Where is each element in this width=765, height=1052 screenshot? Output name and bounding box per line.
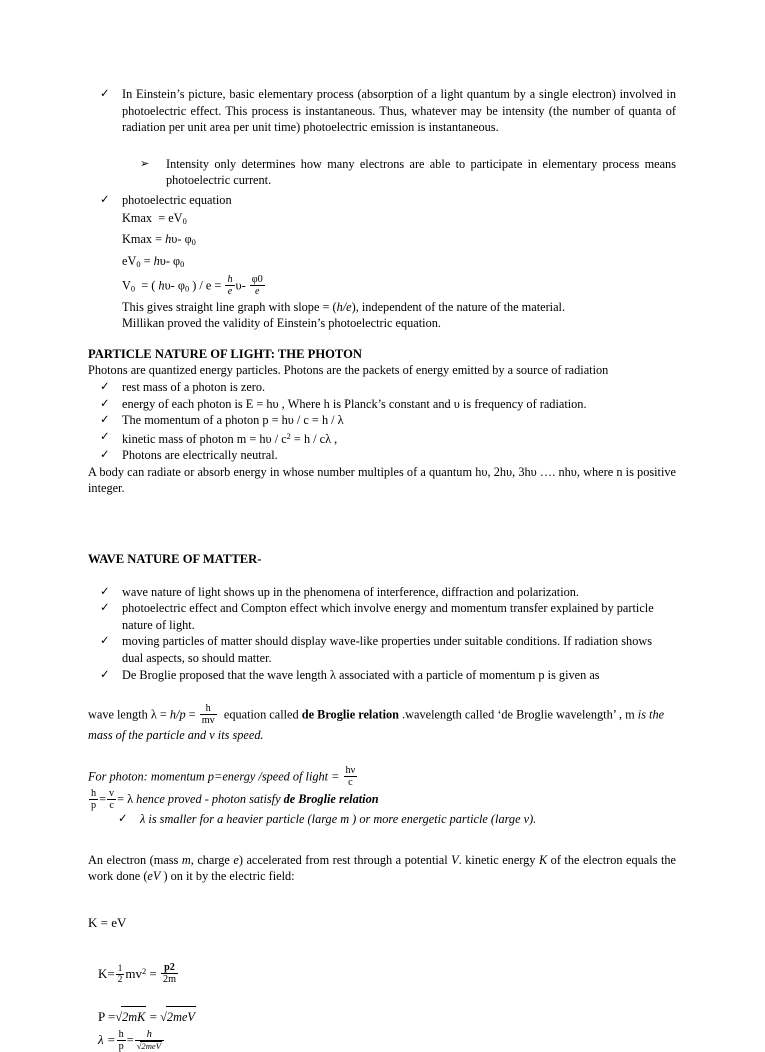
- eq-operator: ) / e =: [192, 278, 222, 293]
- equation-lambda-h-over-sqrt2mev: [98, 1028, 676, 1052]
- spacer: [88, 568, 676, 584]
- electron-text-f: ) on it by the electric field:: [160, 869, 295, 884]
- charge-symbol: e: [233, 852, 239, 867]
- equation-p-sqrt-2mk: [98, 1006, 676, 1028]
- electron-text-a: An electron (mass: [88, 852, 182, 867]
- eq-operator: =: [146, 965, 160, 981]
- fraction-denominator: e: [227, 286, 233, 298]
- electron-text-e: of the electron equals the work done (: [88, 852, 676, 884]
- fraction-numerator: v: [109, 788, 115, 800]
- exponent: 2: [286, 431, 291, 441]
- eq-subscript: 0: [182, 216, 187, 226]
- wave-nature-list: [88, 584, 676, 684]
- check-icon: ✓: [100, 414, 110, 427]
- for-photon-label: For photon: momentum p=energy /speed of light =: [88, 769, 343, 784]
- kinetic-energy-symbol: K: [538, 852, 548, 867]
- fraction-v-over-c: [107, 788, 116, 811]
- spacer: [88, 531, 676, 551]
- check-icon: ✓: [100, 193, 110, 206]
- check-icon: ✓: [118, 813, 128, 826]
- body-radiate-statement: A body can radiate or absorb energy in whose number multiples of a quantum hυ, 2hυ, 3hυ …. nhυ, where n is positive integer.: [88, 464, 676, 496]
- eq-operator: =: [143, 254, 151, 269]
- eq-subscript: 0: [184, 284, 190, 294]
- work-done-symbol: eV: [147, 869, 161, 884]
- photon-energy: energy of each photon is E = hυ , Where h is Planck’s constant and υ is frequency of radiation.: [122, 396, 587, 411]
- eq-lhs: P =: [98, 1008, 116, 1024]
- frequency-symbol: υ-: [171, 232, 182, 247]
- heading-wave-nature: WAVE NATURE OF MATTER-: [88, 551, 262, 566]
- lambda-smaller-text: λ is smaller for a heavier particle (large m ) or more energetic particle (large v).: [140, 812, 537, 827]
- check-icon: ✓: [100, 635, 110, 648]
- spacer: [98, 986, 676, 1006]
- mass-symbol: m: [181, 852, 191, 867]
- radicand: 2meV: [141, 1040, 161, 1051]
- fraction-denominator: c: [109, 800, 114, 812]
- eq-rhs: = eV: [158, 210, 183, 225]
- fraction-numerator: h: [91, 788, 97, 800]
- work-function-symbol: φ: [173, 254, 181, 269]
- fraction-numerator: 1: [117, 962, 123, 973]
- spacer: [88, 828, 676, 852]
- electron-text-b: , charge: [190, 852, 234, 867]
- fraction-denominator: [135, 1041, 164, 1052]
- equation-kmax-ev0: [122, 209, 676, 231]
- spacer: [88, 885, 676, 913]
- heading-particle-nature: PARTICLE NATURE OF LIGHT: THE PHOTON: [88, 346, 362, 361]
- hence-proved-text: hence proved - photon satisfy: [133, 792, 284, 807]
- fraction-numerator: hν: [345, 765, 356, 777]
- check-icon: ✓: [100, 88, 110, 100]
- list-item: [88, 633, 676, 666]
- page-content: [88, 86, 676, 1052]
- einstein-picture-text: In Einstein’s picture, basic elementary process (absorption of a light quantum by a single electron) involved in photoelectric effect. This process is instantaneous. Thus, whatever may be intensity (the number of quanta of radiation per unit area per unit time) photoelectric emission is instantaneous.: [122, 87, 676, 135]
- radical-2mev: √2meV: [136, 1040, 161, 1051]
- check-icon: ✓: [100, 602, 110, 615]
- eq-lhs: Kmax =: [122, 232, 163, 247]
- intensity-sub-list: [88, 156, 676, 189]
- list-item: [88, 584, 676, 601]
- spacer: [88, 136, 676, 156]
- slope-text-b: ), independent of the nature of the material.: [351, 299, 566, 314]
- moving-particles: moving particles of matter should display wave-like properties under suitable conditions. If radiation shows dual aspects, so should matter.: [122, 634, 653, 665]
- hp-vc-lambda-line: [88, 788, 676, 811]
- fraction-numerator: h: [118, 1028, 124, 1040]
- lambda-equality: = λ: [117, 792, 134, 807]
- planck-constant: h: [153, 254, 160, 269]
- list-item: [88, 447, 676, 464]
- eq-subscript: 0: [136, 260, 141, 270]
- fraction-denominator: 2: [117, 973, 123, 984]
- equation-kmax-hnu: [122, 230, 676, 252]
- slope-explanation: [122, 299, 676, 316]
- check-icon: ✓: [100, 381, 110, 394]
- millikan-statement: Millikan proved the validity of Einstein’s photoelectric equation.: [122, 316, 441, 331]
- slope-value: h/e: [336, 299, 352, 314]
- kinetic-energy-equations: [88, 960, 676, 1052]
- check-icon: ✓: [100, 430, 110, 443]
- eq-lhs: λ =: [98, 1031, 116, 1047]
- wavelength-called-text: .wavelength called ‘de Broglie wavelength’ , m: [398, 707, 638, 722]
- frequency-symbol: υ-: [159, 254, 170, 269]
- check-icon: ✓: [100, 397, 110, 410]
- radicand: 2meV: [166, 1006, 196, 1028]
- fraction-numerator: p2: [161, 962, 178, 974]
- electron-acceleration-paragraph: [88, 852, 676, 885]
- radicand: 2mK: [121, 1006, 146, 1028]
- fraction-denominator: c: [348, 777, 353, 789]
- eq-lhs: eV: [122, 254, 137, 269]
- spacer: [88, 932, 676, 960]
- equation-k-equals-ev: K = eV: [88, 915, 127, 930]
- fraction-phi0-over-e: [250, 274, 265, 297]
- list-item: [88, 429, 676, 447]
- mv-term: mv: [125, 965, 142, 981]
- planck-constant: h: [165, 232, 172, 247]
- fraction-numerator: h: [200, 703, 217, 715]
- radical-2mk: √2mK: [115, 1006, 146, 1028]
- eq-operator: = (: [141, 278, 156, 293]
- eq-operator: =: [99, 792, 107, 807]
- eq-subscript: 0: [180, 260, 185, 270]
- list-item: [88, 156, 676, 189]
- photon-kinetic-mass: kinetic mass of photon m = hυ / c: [122, 431, 287, 446]
- fraction-denominator: e: [255, 286, 260, 298]
- frequency-symbol: υ-: [164, 278, 175, 293]
- fraction-h-over-p: [89, 788, 98, 811]
- equation-ev0-hnu: [122, 252, 676, 274]
- fraction-denominator: mv: [201, 715, 215, 727]
- list-item: [88, 379, 676, 396]
- h-over-p: h/p: [169, 707, 186, 722]
- photon-neutral: Photons are electrically neutral.: [122, 448, 278, 463]
- list-item: [88, 86, 676, 136]
- wave-length-label: wave length λ =: [88, 707, 170, 722]
- einstein-bullet-list: [88, 86, 676, 136]
- for-photon-momentum-line: [88, 765, 676, 788]
- fraction-h-over-p: [117, 1029, 126, 1052]
- exponent: 2: [141, 967, 147, 976]
- eq-operator: =: [126, 1032, 134, 1047]
- spacer: [88, 745, 676, 765]
- photoelectric-equations: [88, 209, 676, 332]
- wave-nature-light: wave nature of light shows up in the phenomena of interference, diffraction and polarization.: [122, 584, 579, 599]
- eq-lhs: K=: [98, 965, 115, 981]
- photon-momentum: The momentum of a photon p = hυ / c = h / λ: [122, 413, 344, 428]
- check-icon: ✓: [100, 585, 110, 598]
- photoelectric-equation-label: photoelectric equation: [122, 192, 232, 207]
- list-item: [88, 811, 676, 828]
- fraction-numerator: φ0: [251, 274, 263, 286]
- check-icon: ✓: [100, 668, 110, 681]
- equation-v0-stopping-potential: [122, 274, 676, 299]
- list-item: [88, 667, 676, 684]
- eq-operator: =: [185, 707, 199, 722]
- fraction-numerator: h: [135, 1029, 164, 1041]
- spacer: [88, 332, 676, 346]
- eq-lhs: V: [122, 278, 131, 293]
- de-broglie-relation-paragraph: [88, 703, 676, 745]
- frequency-symbol: υ-: [235, 278, 246, 293]
- eq-operator: =: [146, 1008, 161, 1024]
- work-function-symbol: φ: [177, 278, 185, 293]
- electron-text-c: ) accelerated from rest through a potential: [238, 852, 452, 867]
- fraction-numerator: h: [227, 274, 233, 286]
- fraction-h-over-radical-2mev: [135, 1029, 164, 1052]
- slope-text-a: This gives straight line graph with slope = (: [122, 299, 337, 314]
- spacer: [88, 683, 676, 703]
- list-item: [88, 412, 676, 429]
- fraction-h-over-mv: [200, 703, 217, 726]
- fraction-denominator: p: [118, 1040, 124, 1052]
- check-icon: ✓: [100, 449, 110, 462]
- arrow-bullet-icon: ➢: [140, 157, 150, 170]
- electron-text-d: . kinetic energy: [458, 852, 539, 867]
- potential-symbol: V: [451, 852, 459, 867]
- equation-called-text: equation called: [223, 707, 302, 722]
- list-item: [88, 396, 676, 413]
- photon-kinetic-mass-tail: = h / cλ ,: [290, 431, 338, 446]
- fraction-denominator: 2m: [162, 974, 177, 986]
- fraction-denominator: p: [91, 800, 97, 812]
- de-broglie-proposal: De Broglie proposed that the wave length λ associated with a particle of momentum p is given as: [122, 667, 600, 682]
- fraction-one-half: [116, 964, 125, 985]
- photon-rest-mass: rest mass of a photon is zero.: [122, 380, 266, 395]
- radical-2mev: √2meV: [160, 1006, 196, 1028]
- fraction-p2-over-2m: [161, 962, 178, 985]
- de-broglie-relation-term: de Broglie relation: [301, 707, 399, 722]
- de-broglie-relation-term: de Broglie relation: [283, 792, 379, 807]
- list-item: [88, 192, 676, 209]
- eq-subscript: 0: [130, 284, 136, 294]
- fraction-h-over-e: [225, 274, 234, 297]
- eq-lhs: Kmax: [122, 210, 153, 225]
- compton-effect: photoelectric effect and Compton effect which involve energy and momentum transfer explained by particle nature of light.: [122, 601, 654, 632]
- spacer: [88, 497, 676, 531]
- intensity-sub-text: Intensity only determines how many electrons are able to participate in elementary process means photoelectric current.: [166, 156, 676, 188]
- mass-speed-note: is the mass of the particle and ν its speed.: [88, 707, 665, 743]
- eq-subscript: 0: [191, 238, 196, 248]
- fraction-hnu-over-c: [344, 765, 358, 788]
- planck-constant: h: [158, 278, 165, 293]
- list-item: [88, 600, 676, 633]
- lambda-smaller-list: [88, 811, 676, 828]
- photon-property-list: [88, 379, 676, 464]
- work-function-symbol: φ: [184, 232, 192, 247]
- equation-k-half-mv2: [98, 960, 676, 986]
- photoelectric-equation-list: [88, 192, 676, 209]
- photons-intro: Photons are quantized energy particles. Photons are the packets of energy emitted by a source of radiation: [88, 363, 609, 378]
